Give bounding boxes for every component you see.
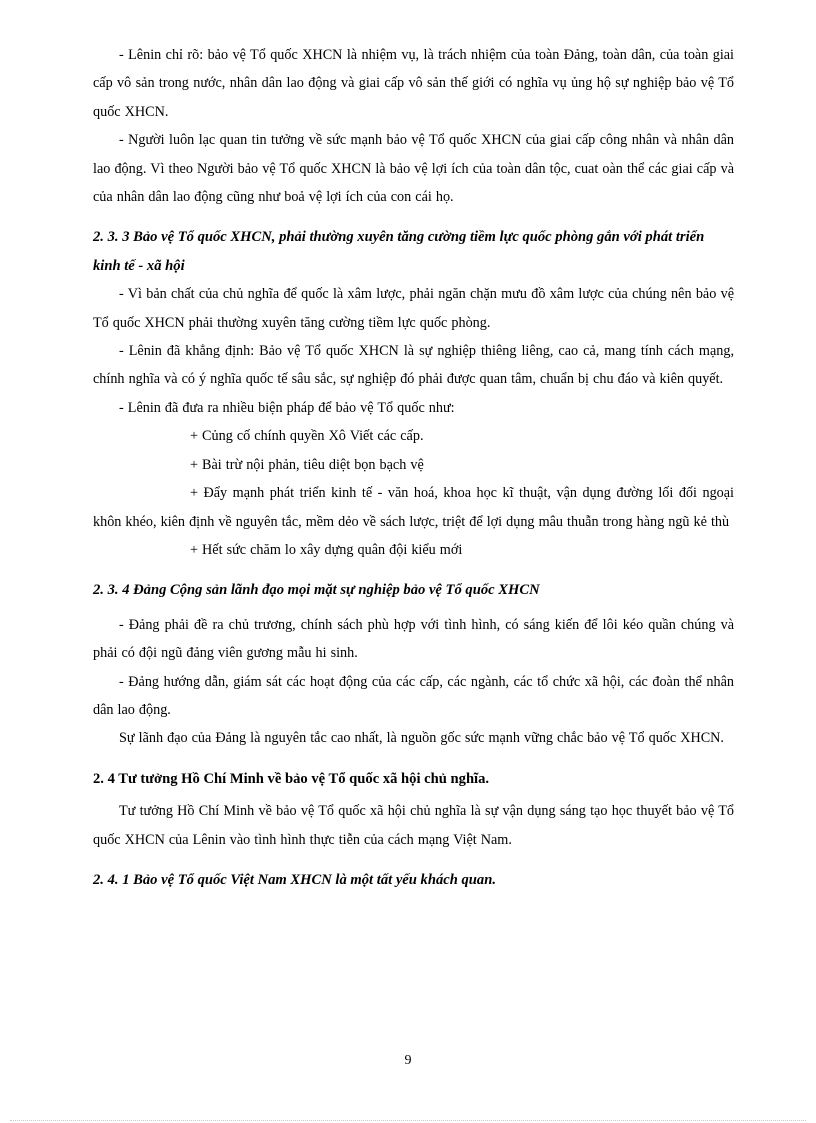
- paragraph-measures-intro: - Lênin đã đưa ra nhiều biện pháp để bảo vệ Tổ quốc như:: [119, 399, 455, 416]
- bullet-build-army: + Hết sức chăm lo xây dựng quân đội kiểu mới: [190, 541, 463, 558]
- paragraph-party-policy: - Đảng phải đề ra chủ trương, chính sách phù hợp với tình hình, có sáng kiến để lôi kéo quần chúng và phải có đội ngũ đảng viên gương mẫu hi sinh.: [93, 616, 734, 662]
- heading-2-3-4: 2. 3. 4 Đảng Cộng sản lãnh đạo mọi mặt sự nghiệp bảo vệ Tổ quốc XHCN: [93, 582, 540, 599]
- paragraph-party-leadership: Sự lãnh đạo của Đảng là nguyên tắc cao nhất, là nguồn gốc sức mạnh vững chắc bảo vệ Tổ quốc XHCN.: [119, 730, 724, 747]
- paragraph-lenin-duty: - Lênin chỉ rõ: bảo vệ Tổ quốc XHCN là nhiệm vụ, là trách nhiệm của toàn Đảng, toàn dân, của toàn giai cấp vô sản trong nước, nhân dân lao động và giai cấp vô sản thế giới có nghĩa vụ ủng hộ sự nghiệp bảo vệ Tổ quốc XHCN.: [93, 47, 734, 120]
- heading-2-4: 2. 4 Tư tưởng Hồ Chí Minh về bảo vệ Tổ quốc xã hội chủ nghĩa.: [93, 770, 490, 787]
- bullet-develop-economy: + Đẩy mạnh phát triển kinh tế - văn hoá, khoa học kĩ thuật, vận dụng đường lối đối ngoại khôn khéo, kiên định về nguyên tắc, mềm dẻo về sách lược, triệt để lợi dụng mâu thuẫn trong hàng ngũ kẻ thù: [93, 485, 734, 530]
- footer-divider: [10, 1120, 806, 1121]
- bullet-consolidate-soviets: + Củng cố chính quyền Xô Viết các cấp.: [190, 428, 424, 445]
- document-page: [93, 41, 734, 894]
- paragraph-lenin-affirm: - Lênin đã khẳng định: Bảo vệ Tổ quốc XHCN là sự nghiệp thiêng liêng, cao cả, mang tính cách mạng, chính nghĩa và có ý nghĩa quốc tế sâu sắc, sự nghiệp đó phải được quan tâm, chuẩn bị chu đáo và kiên quyết.: [93, 343, 734, 388]
- paragraph-ho-chi-minh: Tư tưởng Hồ Chí Minh về bảo vệ Tổ quốc xã hội chủ nghĩa là sự vận dụng sáng tạo học thuyết bảo vệ Tổ quốc XHCN của Lênin vào tình hình thực tiễn của cách mạng Việt Nam.: [93, 803, 734, 848]
- heading-2-3-3: 2. 3. 3 Bảo vệ Tổ quốc XHCN, phải thường xuyên tăng cường tiềm lực quốc phòng gắn với phát triển kinh tế - xã hội: [93, 229, 705, 274]
- paragraph-party-guide: - Đảng hướng dẫn, giám sát các hoạt động của các cấp, các ngành, các tổ chức xã hội, các đoàn thể nhân dân lao động.: [93, 673, 734, 718]
- paragraph-optimism: - Người luôn lạc quan tin tưởng về sức mạnh bảo vệ Tổ quốc XHCN của giai cấp công nhân và nhân dân lao động. Vì theo Người bảo vệ Tổ quốc XHCN là bảo vệ lợi ích của toàn dân tộc, cuat oàn thể các giai cấp và của nhân dân lao động cũng như boả vệ lợi ích của con cái họ.: [93, 132, 734, 206]
- bullet-eliminate-enemies: + Bài trừ nội phản, tiêu diệt bọn bạch vệ: [190, 456, 424, 473]
- heading-2-4-1: 2. 4. 1 Bảo vệ Tổ quốc Việt Nam XHCN là một tất yếu khách quan.: [93, 871, 496, 888]
- page-number: 9: [404, 1053, 412, 1068]
- paragraph-imperialism: - Vì bản chất của chủ nghĩa để quốc là xâm lược, phải ngăn chặn mưu đồ xâm lược của chúng nên bảo vệ Tổ quốc XHCN phải thường xuyên tăng cường tiềm lực quốc phòng.: [93, 286, 734, 331]
